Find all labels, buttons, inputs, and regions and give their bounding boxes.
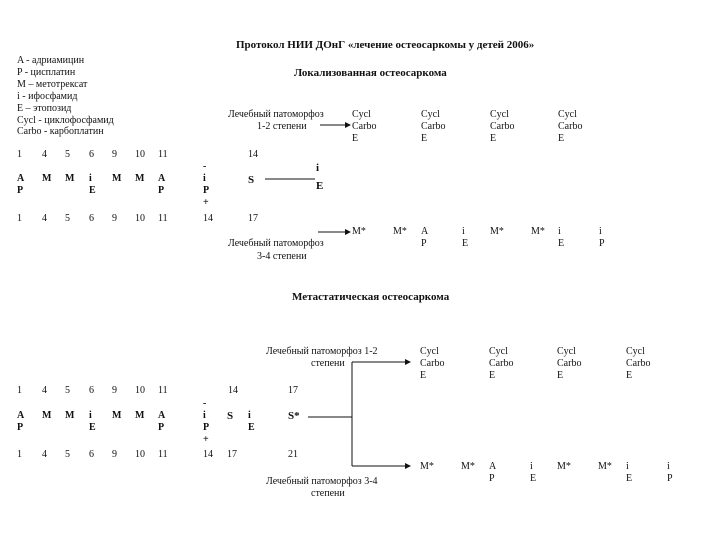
surgery-s-star: S* bbox=[288, 410, 300, 422]
drug-i: i bbox=[626, 461, 629, 472]
section-metastatic-title: Метастатическая остеосаркома bbox=[292, 291, 450, 303]
drug-m: M bbox=[135, 173, 145, 184]
drug-a: A bbox=[17, 410, 25, 421]
week-label: 1 bbox=[17, 449, 22, 460]
carbo-label: Carbo bbox=[352, 121, 377, 132]
drug-dash: - bbox=[203, 398, 207, 409]
drug-p: P bbox=[421, 238, 427, 249]
response-label-poor: Лечебный патоморфоз 3-4 bbox=[266, 476, 378, 487]
drug-plus: + bbox=[203, 434, 209, 445]
drug-p: P bbox=[203, 422, 210, 433]
drug-m: M bbox=[65, 410, 75, 421]
drug-i: i bbox=[462, 226, 465, 237]
drug-e: E bbox=[626, 370, 633, 381]
m-star: M* bbox=[490, 226, 504, 237]
drug-e: E bbox=[89, 185, 96, 196]
drug-e: E bbox=[558, 238, 565, 249]
cycl-label: Cycl bbox=[420, 346, 439, 357]
drug-i: i bbox=[89, 173, 92, 184]
drug-dash: - bbox=[203, 161, 207, 172]
drug-e: E bbox=[626, 473, 633, 484]
drug-e: E bbox=[557, 370, 564, 381]
drug-p: P bbox=[158, 185, 165, 196]
week-label: 10 bbox=[135, 213, 145, 224]
week-label: 1 bbox=[17, 213, 22, 224]
drug-a: A bbox=[489, 461, 497, 472]
drug-m: M bbox=[135, 410, 145, 421]
carbo-label: Carbo bbox=[489, 358, 514, 369]
m-star: M* bbox=[598, 461, 612, 472]
surgery-s: S bbox=[248, 174, 255, 186]
drug-a: A bbox=[158, 173, 166, 184]
cycl-label: Cycl bbox=[489, 346, 508, 357]
week-label: 10 bbox=[135, 149, 145, 160]
week-label: 17 bbox=[227, 449, 237, 460]
cycl-label: Cycl bbox=[557, 346, 576, 357]
week-label: 11 bbox=[158, 385, 168, 396]
legend-item: Cycl - циклофосфамид bbox=[17, 115, 114, 126]
drug-a: A bbox=[421, 226, 429, 237]
drug-i: i bbox=[89, 410, 92, 421]
drug-plus: + bbox=[203, 197, 209, 208]
m-star: M* bbox=[393, 226, 407, 237]
week-label: 17 bbox=[288, 385, 298, 396]
response-label-good: Лечебный патоморфоз bbox=[228, 109, 324, 120]
week-label: 4 bbox=[42, 149, 47, 160]
m-star: M* bbox=[557, 461, 571, 472]
week-label: 10 bbox=[135, 385, 145, 396]
drug-p: P bbox=[158, 422, 165, 433]
surgery-s: S bbox=[227, 410, 234, 422]
week-label: 21 bbox=[288, 449, 298, 460]
m-star: M* bbox=[352, 226, 366, 237]
response-label-poor: 3-4 степени bbox=[257, 251, 307, 262]
week-label: 6 bbox=[89, 149, 94, 160]
drug-i: i bbox=[558, 226, 561, 237]
week-label: 1 bbox=[17, 149, 22, 160]
week-label: 5 bbox=[65, 149, 70, 160]
week-label: 9 bbox=[112, 385, 117, 396]
carbo-label: Carbo bbox=[626, 358, 651, 369]
response-label-good: 1-2 степени bbox=[257, 121, 307, 132]
drug-p: P bbox=[17, 422, 24, 433]
drug-e: E bbox=[316, 180, 324, 192]
week-label: 10 bbox=[135, 449, 145, 460]
section-localized-title: Локализованная остеосаркома bbox=[294, 67, 447, 79]
drug-p: P bbox=[489, 473, 495, 484]
drug-i: i bbox=[248, 410, 251, 421]
drug-i: i bbox=[599, 226, 602, 237]
week-label: 17 bbox=[248, 213, 258, 224]
week-label: 9 bbox=[112, 149, 117, 160]
drug-p: P bbox=[17, 185, 24, 196]
drug-m: M bbox=[65, 173, 75, 184]
cycl-label: Cycl bbox=[421, 109, 440, 120]
legend-item: M – метотрексат bbox=[17, 79, 88, 90]
cycl-label: Cycl bbox=[352, 109, 371, 120]
drug-e: E bbox=[89, 422, 96, 433]
week-label: 14 bbox=[203, 213, 213, 224]
drug-e: E bbox=[462, 238, 469, 249]
week-label: 5 bbox=[65, 385, 70, 396]
drug-i: i bbox=[203, 173, 206, 184]
drug-a: A bbox=[17, 173, 25, 184]
drug-p: P bbox=[599, 238, 605, 249]
week-label: 4 bbox=[42, 385, 47, 396]
week-label: 14 bbox=[203, 449, 213, 460]
drug-e: E bbox=[530, 473, 537, 484]
drug-p: P bbox=[667, 473, 673, 484]
legend-item: P - цисплатин bbox=[17, 67, 76, 78]
drug-e: E bbox=[421, 133, 428, 144]
drug-e: E bbox=[489, 370, 496, 381]
drug-e: E bbox=[490, 133, 497, 144]
m-star: M* bbox=[420, 461, 434, 472]
legend-item: i - ифосфамид bbox=[17, 91, 78, 102]
week-label: 5 bbox=[65, 213, 70, 224]
week-label: 14 bbox=[228, 385, 238, 396]
drug-e: E bbox=[248, 422, 255, 433]
week-label: 4 bbox=[42, 213, 47, 224]
week-label: 4 bbox=[42, 449, 47, 460]
drug-i: i bbox=[530, 461, 533, 472]
response-label-good: Лечебный патоморфоз 1-2 bbox=[266, 346, 378, 357]
drug-m: M bbox=[42, 410, 52, 421]
week-label: 11 bbox=[158, 149, 168, 160]
week-label: 11 bbox=[158, 449, 168, 460]
response-label-poor: Лечебный патоморфоз bbox=[228, 238, 324, 249]
carbo-label: Carbo bbox=[558, 121, 583, 132]
week-label: 11 bbox=[158, 213, 168, 224]
drug-e: E bbox=[420, 370, 427, 381]
response-label-poor: степени bbox=[311, 488, 345, 499]
carbo-label: Carbo bbox=[490, 121, 515, 132]
m-star: M* bbox=[461, 461, 475, 472]
carbo-label: Carbo bbox=[421, 121, 446, 132]
week-label: 1 bbox=[17, 385, 22, 396]
response-label-good: степени bbox=[311, 358, 345, 369]
week-label: 6 bbox=[89, 449, 94, 460]
drug-i: i bbox=[667, 461, 670, 472]
week-label: 9 bbox=[112, 449, 117, 460]
cycl-label: Cycl bbox=[558, 109, 577, 120]
week-label: 6 bbox=[89, 385, 94, 396]
cycl-label: Cycl bbox=[626, 346, 645, 357]
week-label: 6 bbox=[89, 213, 94, 224]
drug-a: A bbox=[158, 410, 166, 421]
drug-i: i bbox=[203, 410, 206, 421]
drug-m: M bbox=[112, 410, 122, 421]
carbo-label: Carbo bbox=[557, 358, 582, 369]
drug-m: M bbox=[42, 173, 52, 184]
carbo-label: Carbo bbox=[420, 358, 445, 369]
cycl-label: Cycl bbox=[490, 109, 509, 120]
legend-item: A - адриамицин bbox=[17, 55, 85, 66]
protocol-title: Протокол НИИ ДОнГ «лечение остеосаркомы у детей 2006» bbox=[236, 39, 535, 51]
week-label: 5 bbox=[65, 449, 70, 460]
week-label: 14 bbox=[248, 149, 258, 160]
drug-m: M bbox=[112, 173, 122, 184]
legend-item: E – этопозид bbox=[17, 103, 72, 114]
m-star: M* bbox=[531, 226, 545, 237]
drug-p: P bbox=[203, 185, 210, 196]
week-label: 9 bbox=[112, 213, 117, 224]
drug-i: i bbox=[316, 162, 320, 174]
drug-e: E bbox=[352, 133, 359, 144]
legend-item: Carbo - карбоплатин bbox=[17, 126, 104, 137]
drug-e: E bbox=[558, 133, 565, 144]
